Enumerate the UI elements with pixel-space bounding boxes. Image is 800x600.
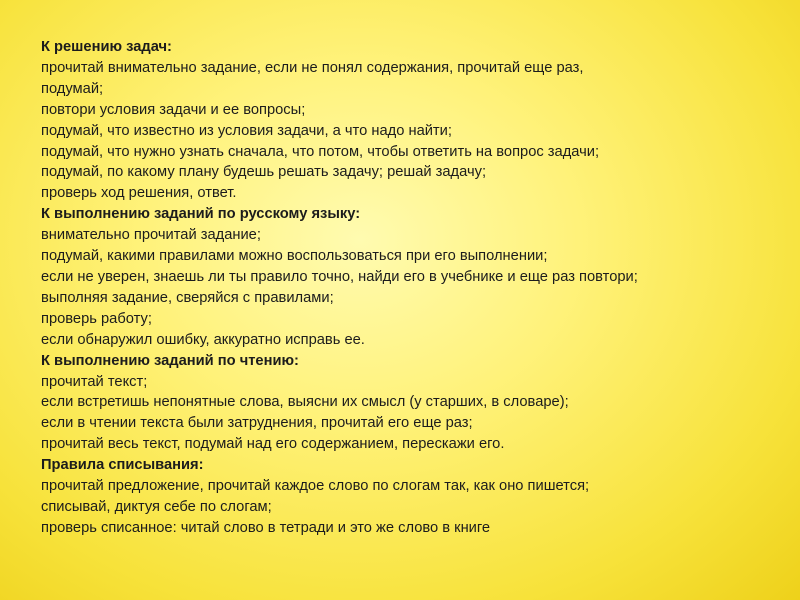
list-item: повтори условия задачи и ее вопросы; — [41, 101, 306, 118]
list-item: внимательно прочитай задание; — [41, 227, 261, 244]
section-heading: К решению задач: — [41, 39, 172, 55]
list-item: если не уверен, знаешь ли ты правило точно, найди его в учебнике и еще раз повтори; — [41, 268, 638, 285]
list-item: подумай, что нужно узнать сначала, что потом, чтобы ответить на вопрос задачи; — [41, 143, 600, 160]
list-item: прочитай предложение, прочитай каждое слово по слогам так, как оно пишется; — [41, 478, 590, 495]
list-item: подумай, какими правилами можно воспользоваться при его выполнении; — [41, 248, 548, 265]
section-reading — [41, 351, 781, 456]
section-russian-language — [41, 204, 781, 350]
list-item: проверь работу; — [41, 310, 152, 327]
section-problem-solving — [41, 37, 781, 204]
list-item: подумай, по какому плану будешь решать задачу; решай задачу; — [41, 164, 487, 181]
list-item: прочитай внимательно задание, если не понял содержания, прочитай еще раз, — [41, 59, 584, 76]
list-item: прочитай текст; — [41, 373, 148, 390]
list-item: выполняя задание, сверяйся с правилами; — [41, 289, 334, 306]
list-item: проверь списанное: читай слово в тетради и это же слово в книге — [41, 519, 491, 536]
section-copying-rules — [41, 455, 781, 539]
list-item: если встретишь непонятные слова, выясни их смысл (у старших, в словаре); — [41, 394, 569, 411]
section-heading: К выполнению заданий по русскому языку: — [41, 206, 361, 223]
list-item: подумай; — [41, 80, 104, 97]
slide-text-body — [41, 37, 781, 539]
list-item: подумай, что известно из условия задачи, а что надо найти; — [41, 122, 452, 139]
section-heading: К выполнению заданий по чтению: — [41, 352, 299, 369]
list-item: если обнаружил ошибку, аккуратно исправь ее. — [41, 331, 365, 348]
section-heading: Правила списывания: — [41, 457, 204, 474]
list-item: проверь ход решения, ответ. — [41, 185, 237, 202]
list-item: списывай, диктуя себе по слогам; — [41, 498, 272, 515]
list-item: прочитай весь текст, подумай над его содержанием, перескажи его. — [41, 436, 505, 453]
list-item: если в чтении текста были затруднения, прочитай его еще раз; — [41, 415, 473, 432]
